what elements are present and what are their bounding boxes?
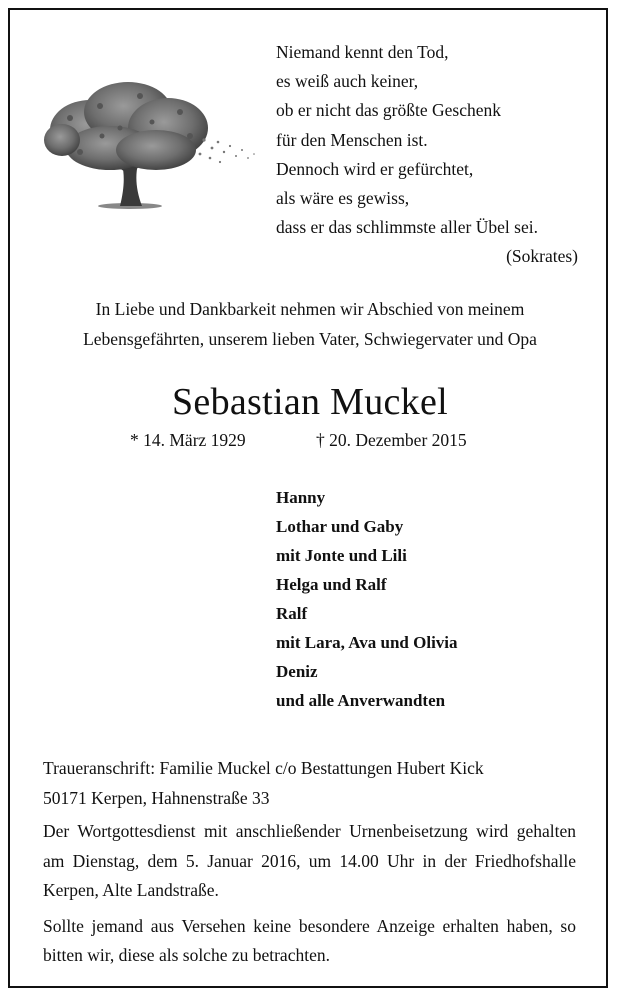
poem	[276, 38, 578, 272]
poem-line: Dennoch wird er gefürchtet,	[276, 158, 474, 179]
death-date: † 20. Dezember 2015	[316, 430, 467, 450]
mourner-entry: Ralf	[276, 604, 308, 623]
poem-line: Niemand kennt den Tod,	[276, 42, 449, 62]
address-line-2: 50171 Kerpen, Hahnenstraße 33	[43, 787, 270, 808]
mourner-entry: Lothar und Gaby	[276, 517, 404, 536]
poem-line: für den Menschen ist.	[276, 129, 428, 150]
closing-note: Sollte jemand aus Versehen keine besondere Anzeige erhalten haben, so bitten wir, diese als solche zu betrachten.	[43, 915, 576, 965]
intro-text	[20, 294, 600, 354]
mourning-address	[43, 754, 576, 813]
poem-line: es weiß auch keiner,	[276, 71, 419, 92]
intro-line-2: Lebensgefährten, unserem lieben Vater, Schwiegervater und Opa	[83, 329, 537, 349]
mourner-entry: Helga und Ralf	[276, 575, 387, 594]
service-details: Der Wortgottesdienst mit anschließender Urnenbeisetzung wird gehalten am Dienstag, dem 5. Januar 2016, um 14.00 Uhr in der Friedhofshalle Kerpen, Alte Landstraße.	[43, 821, 576, 900]
mourners-list	[276, 483, 458, 715]
poem-line: als wäre es gewiss,	[276, 188, 410, 209]
deceased-name: Sebastian Muckel	[171, 381, 448, 423]
tree-icon	[40, 78, 260, 210]
birth-date: * 14. März 1929	[130, 430, 246, 450]
mourner-entry: mit Lara, Ava und Olivia	[276, 633, 458, 652]
footer-info	[43, 754, 576, 977]
intro-line-1: In Liebe und Dankbarkeit nehmen wir Abschied von meinem	[95, 299, 525, 319]
address-line-1: Traueranschrift: Familie Muckel c/o Bestattungen Hubert Kick	[43, 758, 484, 778]
mourner-entry: Deniz	[276, 662, 318, 681]
poem-attribution: (Sokrates)	[506, 246, 578, 267]
mourner-entry: Hanny	[276, 488, 326, 507]
poem-line: dass er das schlimmste aller Übel sei.	[276, 217, 538, 238]
mourner-entry: und alle Anverwandten	[276, 691, 446, 710]
poem-line: ob er nicht das größte Geschenk	[276, 100, 501, 121]
mourner-entry: mit Jonte und Lili	[276, 546, 407, 565]
